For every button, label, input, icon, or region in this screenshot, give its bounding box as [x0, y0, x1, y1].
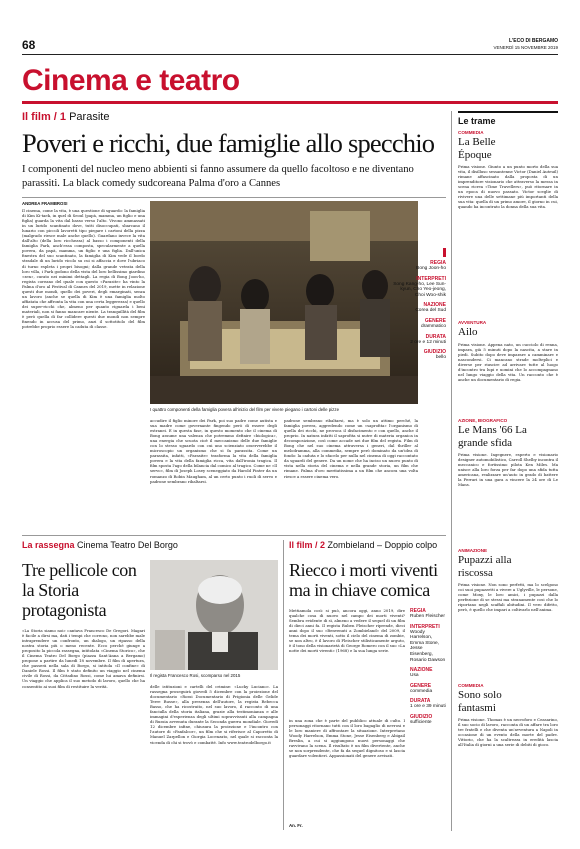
main-kicker: Il film / 1 Parasite: [22, 111, 110, 123]
trame-item-genre: ANIMAZIONE: [458, 548, 488, 553]
rassegna-photo-caption: Il regista Francesco Rosi, scomparso nel 2015: [150, 673, 241, 678]
trame-item-genre: AVVENTURA: [458, 320, 487, 325]
main-headline: Poveri e ricchi, due famiglie allo specchio: [22, 128, 435, 158]
main-col2: accudire il figlio minore dei Park, poi suo padre come autista e sua madre come governante fingendo però di essere degli estranei. E in questa fase, in questo momento che il cinema di Bong assume una valenza che potremmo definire «biologica», una energia che scuota cioè il meccanismo delle due famiglie con lo stesso sguardo con cui uno scienziato osserverebbe il microscopio un organismo che si fa parassita. Come un parassita, infatti, «Parasite» trasforma la vita della famiglia povera e la vita della famiglia ricca, vita dall'ironia tragica. Il film sposta l'ago della bilancia dal comico al tragico. Come ne «Il servo», film di Joseph Losey sceneggiato da Harold Pinter da un romanzo di Robin Maugham, al un certo punto i ruoli di servo e padrone sembrano ribaltarsi.: [150, 418, 277, 484]
trame-item-genre: AZIONE, BIOGRAFICO: [458, 418, 508, 423]
main-col1: Il cinema, come la vita, è una questione di sguardo: la famiglia di Kim Ki-taek, in quel di Seoul (papà, mamma, un figlio e una figlia) guarda la vita dal basso verso l'alto. Vivono ammassati in un lurido scantinato dove, tutti disoccupati, sbarcano il lunario con piccoli lavoretti tipo piegare i cartoni della pizza (malgrado riesce male anche quello). Guardano invece la vita dall'alto (della loro ricchezza) al basso i componenti della famiglia Park, anch'essa composta, specularmente a quella povera, da papà, mamma, un figlio e una figlia. Dall'unica finestra del suo scantinato, la famiglia di Kim vede il bordo stradale di un lurido vicolo su cui si affaccia e dove l'ubriaco di turno espleta i propri bisogni; dalla grande vetrata della loro villa, i Park godono della vista del loro bellissimo giardino «zen», curato nei minimi dettagli. La regia di Bong Joon-ho, regista coreano del quale con questo «Parasite» ha vinto la Palma d'oro al Festival di Cannes del 2019, mette in relazione questi due mondi, quello dei poveri, degli emarginati, senza un lavoro (anche se quella di Kim è una famiglia molto affiatata che affronta la vita con una certa leggerezza) e quello dei super-ricchi che, almeno per quanto riguarda i beni materiali, non si fanno mancare niente. La tranquillità del film è però quella di far collidere questi due mondi non sempre finendo in accusa del primo, anzi il sottotitolo del film potrebbe proprio essere la caduta di classe.: [22, 208, 145, 330]
info-key-regia: REGIA: [430, 260, 446, 266]
main-standfirst: I componenti del nucleo meno abbienti si fanno assumere da quello facoltoso e ne diventano parassiti. La black comedy sudcoreana Palma d'oro a Cannes: [22, 164, 414, 189]
trame-item-title: Ailo: [458, 326, 478, 338]
info-key-nazione: NAZIONE: [423, 302, 446, 309]
zombie-col1: Mettiamola così: si può, ancora oggi, anno 2019, dire qualche cosa di nuovo nel campo dei morti viventi? Sembra evidente di sì, almeno a vedere il sequel di un film di dieci anni fa. Il regista Ruben Fleischer riprende, dieci anni dopo il suo «Benvenuti a Zombieland» del 2009, il tema dei morti viventi, sotto il cielo del cinema di zombie, se non altro, è il lavoro di Fleischer stilisticamente arguto, è il tono della visionarietà di George Romero con il suo «La notte dei morti viventi» (1968) e la sua lunga serie.: [289, 608, 405, 654]
info-key-giudizio: GIUDIZIO: [423, 349, 446, 356]
trame-item-1: [458, 130, 558, 288]
zombie-info-value-genere: commedia: [410, 688, 433, 694]
zombie-info-key-regia: REGIA: [410, 608, 426, 614]
trame-item-title: La Belle Époque: [458, 136, 496, 161]
trame-item-text: Prima visione. Giunto a un punto morto della sua vita, il disilluso sessantenne Victor (Daniel Auteuil) rimane affascinato dalla proposta di un imprenditore visionario che attraverso la messa in scena ricrea «Time Travellers», può ritornare in un epoca di nuovo passato. Victor sceglie di rivivere una delle settimane più importanti della sua vita: quella di un primo amore, il giorno in cui, quando ha incontrato la donna della sua vita.: [458, 164, 558, 210]
trame-item-4: [458, 548, 558, 670]
info-key-durata: DURATA: [425, 333, 446, 340]
rassegna-photo: [150, 560, 278, 670]
info-value-genere: drammatico: [420, 323, 446, 329]
publication-date: VENERDÌ 15 NOVEMBRE 2019: [493, 45, 558, 50]
trame-item-text: Prima visione. Ingegnere, esperto e visionario designer automobilistico, Carroll Shelby incontra il meccanico e fortissimo pilota Ken Miles. Ma unisce alla loro forza per far dopo una sfida tutta americana, realizzare un'auto in grado di battere la Ferrari in una gara a vincere la 24 ore di Le Mans.: [458, 452, 558, 488]
zombie-kicker: Il film / 2 Zombieland – Doppio colpo: [289, 540, 438, 550]
page-number: 68: [22, 38, 36, 52]
info-value-regia: Bong Joon-ho: [416, 266, 446, 271]
rassegna-col1: «La Storia siamo noi» cantava Francesco De Gregori. Magari è facile a dirsi ma, dati i tempi che corrono, non sarebbe male intraprendere un confronto, un dialogo, un ripasso della nostra storia più o meno recente. Ecco perché giunge a proposito la piccola rassegna, intitolata «Cinema Storico», che il Cinema Teatro Del Borgo (piazza Sant'Anna a Bergamo) propone a partire da lunedì 18 novembre. Il film di apertura, che passerà nella sala di Borgo, si intitola «Il confine» di Daniele Rossi. Il film è stato definito un viaggio nel cinema civile di Rossi, da Cittadino Rossi, come lui amava definirsi. Un viaggio che applica il suo metodo di lavoro, quello che ha consentito ai suoi film di restituire la verità.: [22, 628, 145, 689]
main-col3: padrone sembrano ribaltarsi, ma è solo un attimo perché, la famiglia povera, aggredendo come un «saprofita» l'organismo di quella dei ricchi, ne provoca il disfacimento e con quello, anche il proprio. In natura infatti il saprofita si nutre di materia organica in decomposizione, così come accade nei due film del regista. Film di Bong che nel suo cinema attraversa i generi, dal thriller al melodramma, alla commedia, sempre però dominato da un'idea di fondo: la caduta e lo sfacelo per nulla nel cinema di oggi raccontato da sguardi del genere. Da un nome che ha inciso un nuovo punto di vista nella storia del cinema e nella grande storia, un film che rimane. Palma d'oro meritatissima a un film che ancora una volta riesce a essere cinema vero.: [284, 418, 418, 479]
trame-item-5: [458, 683, 558, 817]
trame-item-title: Le Mans '66 La grande sfida: [458, 424, 527, 449]
trame-item-3: [458, 418, 558, 542]
zombie-col2: in una zona che è parte del pubblico attuale di culto. I personaggi ritornano tutti con il loro bagaglio di nevrosi e le loro maniere di affrontare la situazione. Interpretano Woody Harrelson, Emma Stone, Jesse Eisenberg e Abigail Breslin, a cui si aggiungono nuovi personaggi che ravvivano la scena. Il risultato è un film divertente, anche se non sorprendente, che fa da sequel dignitoso e si lascia guardare volentieri. Appassionati del genere avvisati.: [289, 718, 405, 759]
zombie-info-value-regia: Ruben Fleischer: [410, 614, 445, 619]
trame-item-genre: COMMEDIA: [458, 683, 484, 688]
publication-name: L'ECO DI BERGAMO: [509, 38, 558, 44]
zombie-info-key-durata: DURATA: [410, 698, 431, 705]
trame-item-text: Prima visione. Non sono perfetti, ma lo scelgono coi suoi pupazzetti a vivere a Uglyville, le persone, come Moxy, le loro amici, i pupazzi dalla perfezione di se stessi ma stranamente cosi che lo riportano negli scaffali abitudini. Il vero difetto, però, è quello che impari a coltivarlo nell'anima.: [458, 582, 558, 613]
info-value-interpreti: Song Kang-ho, Lee Sun-kyun, Cho Yeo-jeong, Choi Woo-shik: [393, 281, 446, 298]
main-photo-caption: I quattro componenti della famiglia povera all'inizio del film per vivere piegano i cartoni delle pizze: [150, 407, 340, 412]
info-value-durata: 2 ore e 12 minuti: [410, 339, 446, 345]
trame-item-title: Pupazzi alla riscossa: [458, 554, 512, 579]
info-key-interpreti: INTERPRETI: [416, 275, 446, 282]
trame-item-2: [458, 320, 558, 412]
trame-title: Le trame: [458, 116, 496, 126]
zombie-info-key-giudizio: GIUDIZIO: [410, 713, 433, 720]
zombie-info-value-interpreti: Woody Harrelson, Emma Stone, Jesse Eisenberg, Rosario Dawson: [410, 629, 446, 663]
info-value-giudizio: bello: [435, 355, 446, 361]
trame-item-text: Prima visione. Thomas è un necroforo e Ceasarino, il suo socio di lavoro, racconta di un affare tra loro tre fratelli e che diventa un'avventura a Napoli in occasione di un evento della morte del padre. Vittorio, che ha la scaltrezza in eredità lascia all'Italia di giorni a una serie di debiti di gioco.: [458, 717, 558, 748]
info-key-genere: GENERE: [424, 317, 446, 324]
zombie-info-key-genere: GENERE: [410, 682, 432, 689]
zombie-info-value-giudizio: sufficiente: [410, 719, 432, 725]
main-author: ANDREA FRAMBROSI: [22, 201, 68, 206]
trame-item-genre: COMMEDIA: [458, 130, 484, 135]
rassegna-col2: delle istituzioni e cartelli del crimine: «Lucky Luciano». La rassegna proseguirà giovedì 5 dicembre con la proiezione del documentario «Rossi Documentario di Prigionia delle Gelide Terre Russe», alla presenza dell'autore, la regista Rebecca Basso, che ha ricostruito, nel suo lavoro, il racconto di una fanciulla della storia italiana, grazie alla testimonianza e alle immagini d'esperienza degli ultimi sopravvissuti alla campagna di Russia avvenuta durante la Seconda guerra mondiale. Giovedì 12 dicembre infine, chiusura la proiezione e l'incontro con l'autore di «Fanfalcor», un film che si riferisce al Caporetto di Manuel Zarpellon e Giorgia Locenzato, nel quale si racconta la vicenda di chi si trovò e combatté. Info www.teatrodelborgo.it: [150, 684, 278, 745]
zombie-info-value-nazione: Usa: [410, 673, 419, 679]
main-photo: [150, 201, 418, 404]
zombie-info-key-nazione: NAZIONE: [410, 667, 433, 674]
rassegna-kicker: La rassegna Cinema Teatro Del Borgo: [22, 540, 178, 550]
trame-box: [458, 111, 558, 126]
rassegna-headline: Tre pellicole con la Storia protagonista: [22, 560, 137, 620]
zombie-headline: Riecco i morti viventi ma in chiave comica: [289, 560, 438, 600]
section-rule: [22, 101, 558, 104]
main-info: [392, 260, 446, 361]
trame-item-text: Prima visione. Appena nato, un cucciolo di renna, impara, già 5 minuti dopo la nascita, a stare in piedi. Subito dopo deve imparare a camminare e nascondersi. Ci mancano strade molteplici e diverse per riuscire ad arrivare tutte al luogo d'incontro tra lupi e uomini che lo accompagnano nel lungo viaggio della vita. Un racconto che è anche un documentario di regia.: [458, 341, 558, 382]
zombie-info-key-interpreti: INTERPRETI: [410, 623, 440, 630]
info-value-nazione: Corea del Sud: [415, 308, 446, 314]
zombie-info: [410, 608, 446, 726]
zombie-info-value-durata: 1 ore e 39 minuti: [410, 704, 446, 710]
trame-item-title: Sono solo fantasmi: [458, 689, 502, 714]
section-title: Cinema e teatro: [22, 64, 240, 97]
zombie-signature: An. Fr.: [289, 823, 303, 828]
